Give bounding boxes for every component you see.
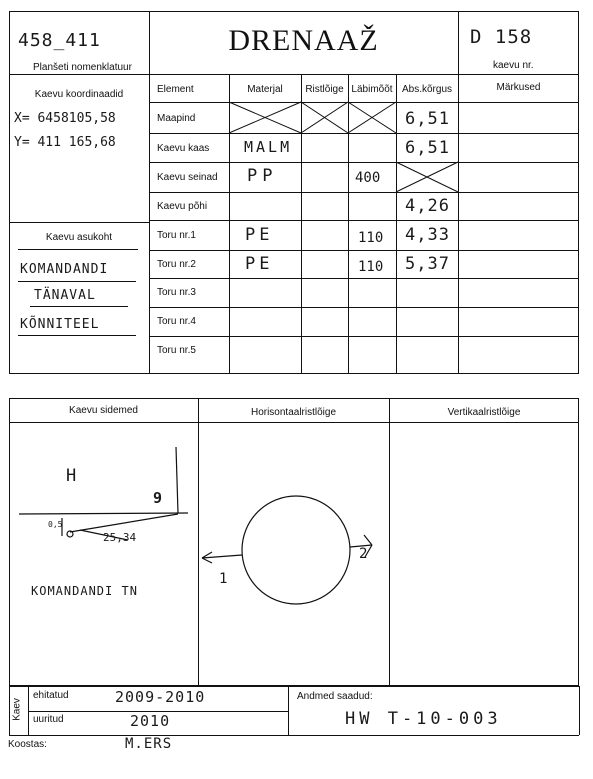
cell-materjal: MALM <box>244 138 293 156</box>
cell-materjal: PE <box>245 225 274 245</box>
coord-y: Y= 411 165,68 <box>14 135 116 150</box>
coords-label: Kaevu koordinaadid <box>34 89 124 100</box>
nomenclature-value: 458_411 <box>18 30 101 51</box>
table-row-element: Toru nr.2 <box>157 259 196 270</box>
col-vertikaalristloige: Vertikaalristlõige <box>447 407 521 418</box>
cell-abs: 4,33 <box>405 225 450 245</box>
street-label: KOMANDANDI TN <box>31 584 138 598</box>
coord-x: X= 6458105,58 <box>14 111 116 126</box>
page-title: DRENAAŽ <box>228 24 379 57</box>
distance-label: 25,34 <box>103 531 137 544</box>
kaev-label: Kaev <box>11 698 23 721</box>
sketch-letter: H <box>66 466 78 486</box>
table-row-element: Toru nr.5 <box>157 345 196 356</box>
pipe-2-label: 2 <box>359 546 369 562</box>
col-horisontaalristloige: Horisontaalristlõige <box>250 407 337 418</box>
ehitatud-label: ehitatud <box>33 690 69 701</box>
table-row-element: Kaevu kaas <box>157 143 210 154</box>
uuritud-value: 2010 <box>130 712 171 730</box>
cell-labimoot: 400 <box>355 170 381 186</box>
cell-abs: 4,26 <box>405 196 450 216</box>
table-row-element: Kaevu seinad <box>157 172 218 183</box>
col-kaevu-sidemed: Kaevu sidemed <box>69 405 138 416</box>
table-row-element: Maapind <box>157 113 196 124</box>
cell-labimoot: 110 <box>358 230 384 246</box>
header-abs-korgus: Abs.kõrgus <box>401 84 453 95</box>
sketch-panel <box>9 398 579 686</box>
cell-materjal: PE <box>245 254 274 274</box>
koostas-label: Koostas: <box>8 739 47 750</box>
uuritud-label: uuritud <box>33 714 64 725</box>
cell-abs: 6,51 <box>405 138 450 158</box>
pipe-1-label: 1 <box>219 571 229 587</box>
header-ristloige: Ristlõige <box>305 84 344 95</box>
location-line-2: TÄNAVAL <box>34 288 96 303</box>
location-line-3: KÕNNITEEL <box>20 317 100 332</box>
table-row-element: Toru nr.4 <box>157 316 196 327</box>
table-row-element: Kaevu põhi <box>157 201 208 212</box>
location-label: Kaevu asukoht <box>45 232 113 243</box>
location-line-1: KOMANDANDI <box>20 262 109 277</box>
cell-materjal: PP <box>247 166 278 186</box>
header-markused: Märkused <box>496 82 541 93</box>
offset-label: 0,5 <box>48 520 63 529</box>
andmed-label: Andmed saadud: <box>297 691 373 702</box>
header-element: Element <box>157 84 194 95</box>
andmed-value: HW T-10-003 <box>345 709 502 729</box>
well-number-label: kaevu nr. <box>493 60 534 71</box>
cell-labimoot: 110 <box>358 259 384 275</box>
koostas-value: M.ERS <box>125 736 173 752</box>
cell-abs: 6,51 <box>405 109 450 129</box>
ehitatud-value: 2009-2010 <box>115 688 206 706</box>
table-row-element: Toru nr.1 <box>157 230 196 241</box>
header-labimoot: Läbimõõt <box>351 84 393 95</box>
table-row-element: Toru nr.3 <box>157 287 196 298</box>
header-materjal: Materjal <box>247 84 283 95</box>
cell-abs: 5,37 <box>405 254 450 274</box>
nomenclature-label: Planšeti nomenklatuur <box>33 62 132 73</box>
sketch-number: 9 <box>153 489 164 507</box>
well-number-value: D 158 <box>470 26 533 48</box>
